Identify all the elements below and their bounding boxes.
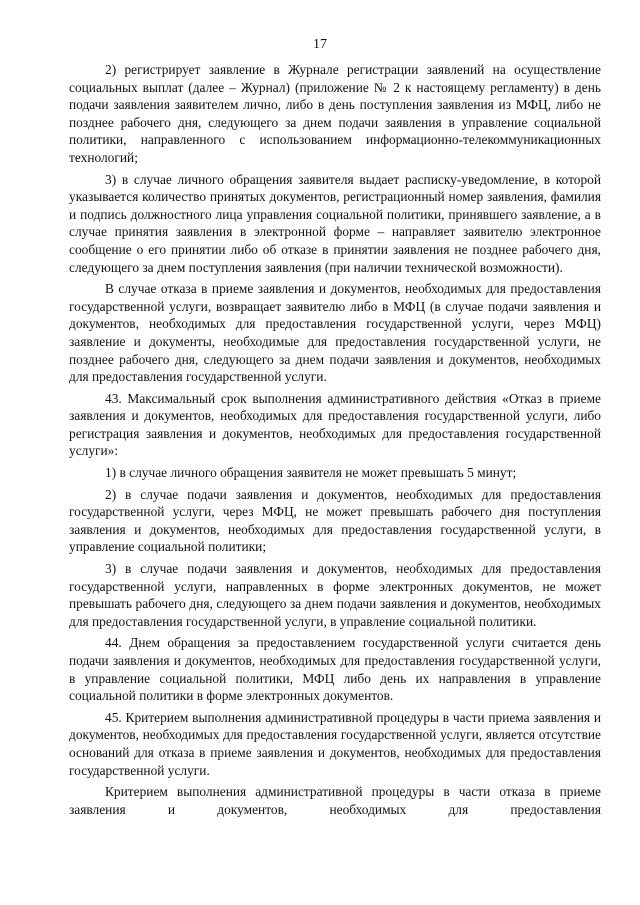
document-body <box>69 61 601 822</box>
paragraph-item-2-registration: 2) регистрирует заявление в Журнале регистрации заявлений на осуществление социальных выплат (далее – Журнал) (приложение № 2 к настоящему регламенту) в день подачи заявления заявителем лично, либо в день поступления заявления из МФЦ, либо не позднее рабочего дня, следующего за днем подачи заявления в управление социальной политики, направленного с использованием информационно-телекоммуникационных технологий; <box>69 62 601 165</box>
paragraph-criterion-refusal: Критерием выполнения административной процедуры в части отказа в приеме заявления и документов, необходимых для предоставления <box>69 784 601 817</box>
paragraph-refusal-return: В случае отказа в приеме заявления и документов, необходимых для предоставления государственной услуги, возвращает заявителю либо в МФЦ (в случае подачи заявления и документов, необходимых для предоставления государственной услуги, через МФЦ) заявление и документы, необходимые для предоставления государственной услуги, не позднее рабочего дня, следующего за днем подачи заявления и документов, необходимых для предоставления государственной услуги. <box>69 281 601 385</box>
paragraph-43-item-2: 2) в случае подачи заявления и документов, необходимых для предоставления государственной услуги, через МФЦ, не может превышать рабочего дня поступления заявления и документов, необходимых для предоставления государственной услуги, в управление социальной политики; <box>69 486 601 555</box>
paragraph-section-45: 45. Критерием выполнения административной процедуры в части приема заявления и документов, необходимых для предоставления государственной услуги, является отсутствие оснований для отказа в приеме заявления и документов, необходимых для предоставления государственной услуги. <box>69 709 601 778</box>
page-number: 17 <box>313 37 327 52</box>
paragraph-43-item-3: 3) в случае подачи заявления и документов, необходимых для предоставления государственной услуги, направленных в форме электронных документов, не может превышать рабочего дня, следующего за днем подачи заявления и документов, необходимых для предоставления государственной услуги, в управление социальной политики. <box>69 561 601 629</box>
paragraph-section-44: 44. Днем обращения за предоставлением государственной услуги считается день подачи заявления и документов, необходимых для предоставления государственной услуги, в управление социальной политики, МФЦ либо день их направления в управление социальной политики в форме электронных документов. <box>69 635 601 704</box>
paragraph-43-item-1: 1) в случае личного обращения заявителя не может превышать 5 минут; <box>105 465 517 481</box>
paragraph-section-43: 43. Максимальный срок выполнения административного действия «Отказ в приеме заявления и документов, необходимых для предоставления государственной услуги, либо регистрация заявления и документов, необходимых для предоставления государственной услуги»: <box>69 390 601 459</box>
paragraph-item-3-receipt: 3) в случае личного обращения заявителя выдает расписку-уведомление, в которой указывается количество принятых документов, регистрационный номер заявления, фамилия и подпись должностного лица управления социальной политики, принявшего заявление, а в случае принятия заявления в электронной форме – направляет заявителю электронное сообщение о его принятии либо об отказе в принятии заявления не позднее рабочего дня, следующего за днем поступления заявления (при наличии технической возможности). <box>69 171 601 275</box>
